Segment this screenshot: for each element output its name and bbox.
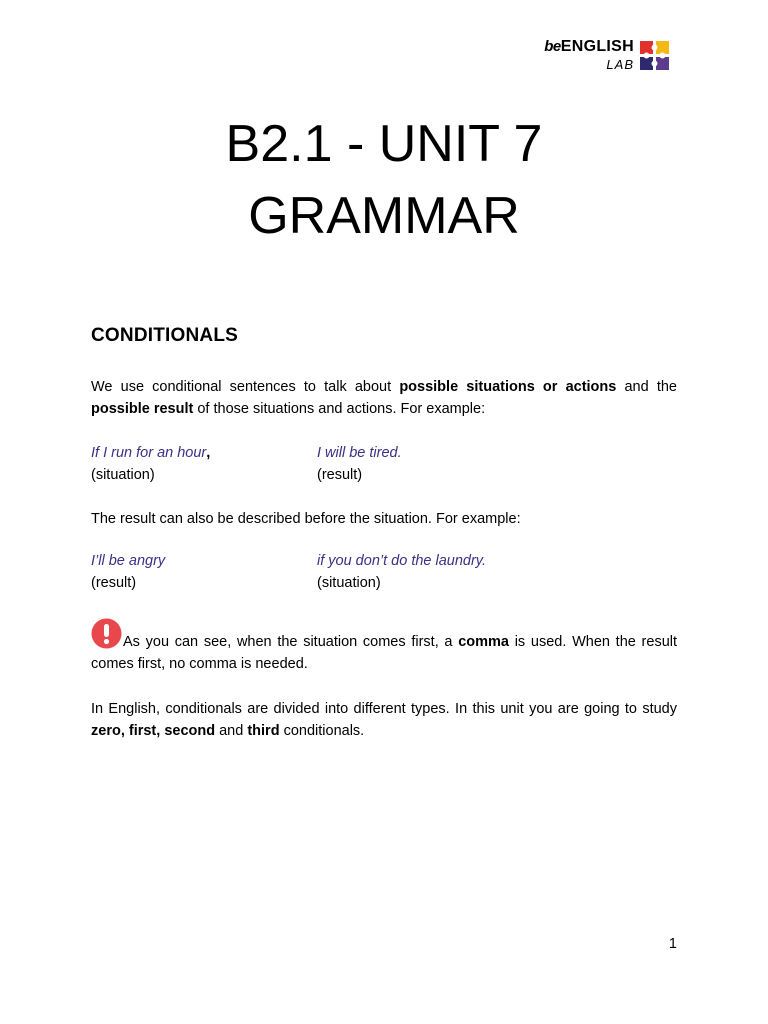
intro-bold-result: possible result [91,401,194,417]
page-number: 1 [668,936,677,952]
note-bold-comma: comma [458,634,509,650]
logo-lab: LAB [606,57,634,72]
types-text: In English, conditionals are divided into different types. In this unit you are going to study [91,701,677,717]
logo-english: ENGLISH [560,38,634,55]
types-text: conditionals. [279,723,365,739]
example1-result: I will be tired. [317,445,402,461]
example1-situation [91,442,210,464]
page-title-unit: B2.1 - UNIT 7 [225,115,543,173]
example1-situation-text: If I run for an hour [91,445,207,461]
example2-situation: if you don’t do the laundry. [317,553,487,569]
types-bold-third: third [247,723,280,739]
be-english-lab-logo [528,38,673,74]
intro-bold-situations: possible situations or actions [399,379,617,395]
example2-label-situation: (situation) [317,575,381,591]
page-title-topic: GRAMMAR [248,187,520,245]
example1-label-result: (result) [317,467,363,483]
result-first-paragraph: The result can also be described before the situation. For example: [91,511,521,527]
types-bold-list: zero, first, second [91,723,216,739]
intro-text: of those situations and actions. For example: [193,401,486,417]
note-text: As you can see, when the situation comes first, a [123,634,459,650]
intro-paragraph [91,376,677,420]
logo-puzzle-icon [640,41,669,70]
example1-label-situation: (situation) [91,467,155,483]
logo-be: be [544,38,561,55]
example2-label-result: (result) [91,575,137,591]
types-paragraph [91,698,677,742]
example1-comma: , [206,445,211,461]
logo-wordmark [528,38,634,56]
section-heading: CONDITIONALS [91,325,239,346]
comma-note-paragraph [91,631,677,675]
intro-text: We use conditional sentences to talk about [91,379,400,395]
intro-text: and the [616,379,677,395]
types-text: and [215,723,248,739]
note-text: is used. When the result comes first, no comma is needed. [91,634,678,672]
example2-result: I’ll be angry [91,553,166,569]
